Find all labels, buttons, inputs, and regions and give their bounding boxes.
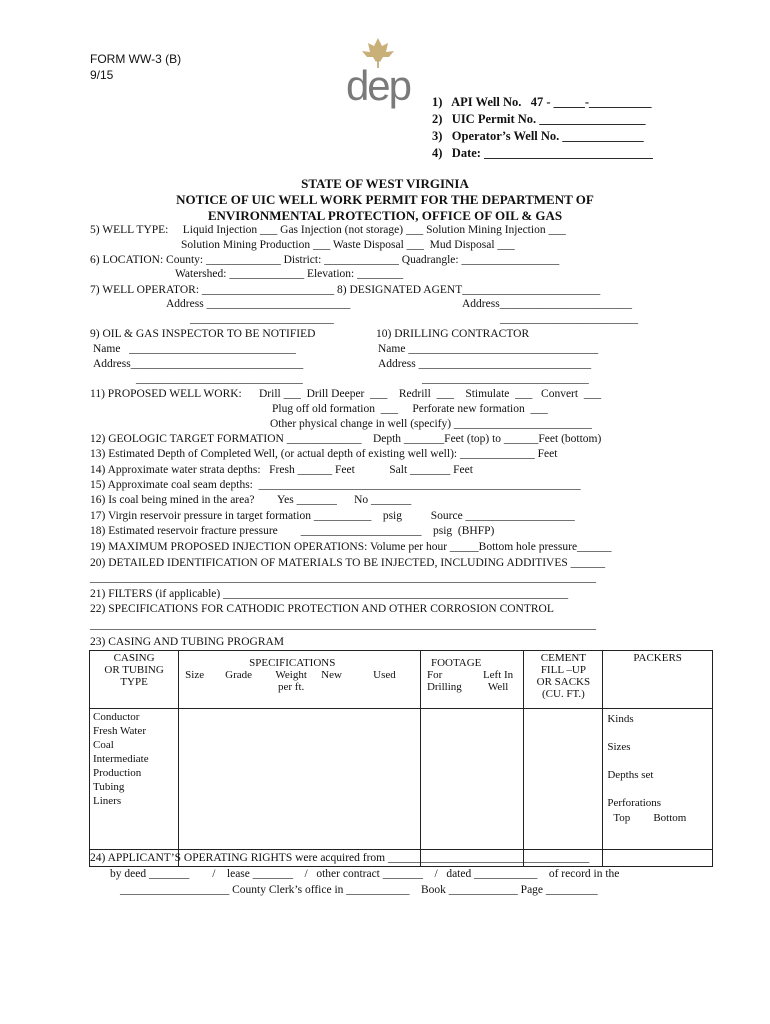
specifications-body — [179, 709, 421, 850]
virgin-pressure-line: 17) Virgin reservoir pressure in target formation __________ psig Source ___________________ — [90, 510, 575, 522]
operating-rights-line-3: ___________________ County Clerk’s office in ___________ Book ____________ Page _________ — [120, 884, 598, 896]
form-id: FORM WW-3 (B) — [90, 52, 182, 66]
packers-body — [603, 709, 713, 850]
packer-depths: Depths set — [607, 769, 654, 781]
estimated-depth-line: 13) Estimated Depth of Completed Well, (or actual depth of existing well well): _____________ Feet — [90, 448, 558, 460]
grade-label: Grade — [225, 669, 253, 681]
inspector-address-2: _____________________________ — [136, 373, 303, 385]
coal-mined-line: 16) Is coal being mined in the area? Yes _______ No _______ — [90, 494, 412, 506]
title-line-3: ENVIRONMENTAL PROTECTION, OFFICE OF OIL & GAS — [207, 208, 563, 223]
proposed-work-line-3: Other physical change in well (specify) ________________________ — [270, 418, 592, 430]
cathodic-blank-line: ________________________________________________________________________________________ — [90, 619, 596, 631]
size-label: Size — [185, 669, 205, 681]
header-date: 4) Date: ___________________________ — [432, 146, 653, 160]
dep-logo — [336, 36, 420, 109]
cement-label: CEMENT FILL –UP OR SACKS (CU. FT.) — [524, 651, 603, 709]
footage-cell — [420, 651, 523, 709]
footage-label: FOOTAGE — [430, 657, 482, 669]
col-casing-type: CASING OR TUBING TYPE — [90, 651, 179, 709]
packer-top: Top — [613, 812, 631, 824]
well-type-line-1: 5) WELL TYPE: Liquid Injection ___ Gas Injection (not storage) ___ Solution Mining Injection ___ — [90, 224, 566, 236]
new-label: New — [321, 669, 342, 681]
title-line-1: STATE OF WEST VIRGINIA — [301, 176, 469, 191]
weight-label: Weight per ft. — [275, 669, 307, 693]
footage-body — [420, 709, 523, 850]
operating-rights-line-2: by deed _______ / lease _______ / other contract _______ / dated ___________ of record in the — [110, 868, 620, 880]
operator-agent-line: 7) WELL OPERATOR: _______________________ 8) DESIGNATED AGENT________________________ — [90, 284, 601, 296]
logo-text: dep — [345, 62, 411, 109]
location-line-2: Watershed: _____________ Elevation: ________ — [175, 268, 404, 280]
contractor-address-2: _____________________________ — [422, 373, 589, 385]
materials-blank-line: ________________________________________________________________________________________ — [90, 572, 596, 584]
operator-address: Address _________________________ — [166, 298, 351, 310]
well-type-line-2: Solution Mining Production ___ Waste Disposal ___ Mud Disposal ___ — [181, 239, 515, 251]
form-date: 9/15 — [90, 68, 114, 82]
proposed-work-line-2: Plug off old formation ___ Perforate new formation ___ — [272, 403, 548, 415]
casing-program-heading: 23) CASING AND TUBING PROGRAM — [90, 636, 285, 648]
header-uic-permit: 2) UIC Permit No. _________________ — [432, 112, 646, 126]
left-in-well-label: Left In Well — [482, 669, 514, 693]
blank-row-cell — [603, 850, 713, 867]
materials-line: 20) DETAILED IDENTIFICATION OF MATERIALS TO BE INJECTED, INCLUDING ADDITIVES ______ — [90, 557, 606, 569]
filters-line: 21) FILTERS (if applicable) ____________________________________________________________ — [90, 588, 569, 600]
contractor-heading: 10) DRILLING CONTRACTOR — [376, 328, 530, 340]
inspector-name: Name _____________________________ — [93, 343, 296, 355]
packer-perforations: Perforations — [607, 797, 662, 809]
packers-label: PACKERS — [603, 651, 713, 709]
header-api-well: 1) API Well No. 47 - _____-__________ — [432, 95, 652, 109]
packer-kinds: Kinds — [607, 713, 634, 725]
operating-rights-line-1: 24) APPLICANT’S OPERATING RIGHTS were acquired from ___________________________________ — [90, 852, 590, 864]
proposed-work-line-1: 11) PROPOSED WELL WORK: Drill ___ Drill Deeper ___ Redrill ___ Stimulate ___ Convert ___ — [90, 388, 602, 400]
coal-seam-line: 15) Approximate coal seam depths: ________________________________________________________ — [90, 479, 581, 491]
operator-address-2: _________________________ — [190, 313, 334, 325]
header-operator-well: 3) Operator’s Well No. _____________ — [432, 129, 644, 143]
packer-sizes: Sizes — [607, 741, 631, 753]
casing-row-types: Conductor Fresh Water Coal Intermediate Production Tubing Liners — [90, 709, 179, 850]
for-drilling-label: For Drilling — [426, 669, 462, 693]
used-label: Used — [373, 669, 396, 681]
inspector-address: Address______________________________ — [93, 358, 304, 370]
geologic-target-line: 12) GEOLOGIC TARGET FORMATION _____________ Depth _______Feet (top) to ______Feet (bottom) — [90, 433, 602, 445]
specifications-cell — [179, 651, 421, 709]
location-line-1: 6) LOCATION: County: _____________ District: _____________ Quadrangle: _________________ — [90, 254, 560, 266]
contractor-name: Name _________________________________ — [378, 343, 599, 355]
packer-bottom: Bottom — [653, 812, 687, 824]
contractor-address: Address ______________________________ — [378, 358, 592, 370]
inspector-heading: 9) OIL & GAS INSPECTOR TO BE NOTIFIED — [90, 328, 316, 340]
specifications-label: SPECIFICATIONS — [249, 657, 336, 669]
cathodic-protection-line: 22) SPECIFICATIONS FOR CATHODIC PROTECTION AND OTHER CORROSION CONTROL — [90, 603, 554, 615]
casing-tubing-table — [89, 650, 713, 867]
fracture-pressure-line: 18) Estimated reservoir fracture pressure _____________________ psig (BHFP) — [90, 525, 495, 537]
cement-body — [524, 709, 603, 850]
agent-address-2: ________________________ — [500, 313, 638, 325]
injection-operations-line: 19) MAXIMUM PROPOSED INJECTION OPERATIONS: Volume per hour _____Bottom hole pressure______ — [90, 541, 612, 553]
title-line-2: NOTICE OF UIC WELL WORK PERMIT FOR THE DEPARTMENT OF — [176, 192, 594, 207]
water-strata-line: 14) Approximate water strata depths: Fresh ______ Feet Salt _______ Feet — [90, 464, 473, 476]
agent-address: Address_______________________ — [462, 298, 632, 310]
